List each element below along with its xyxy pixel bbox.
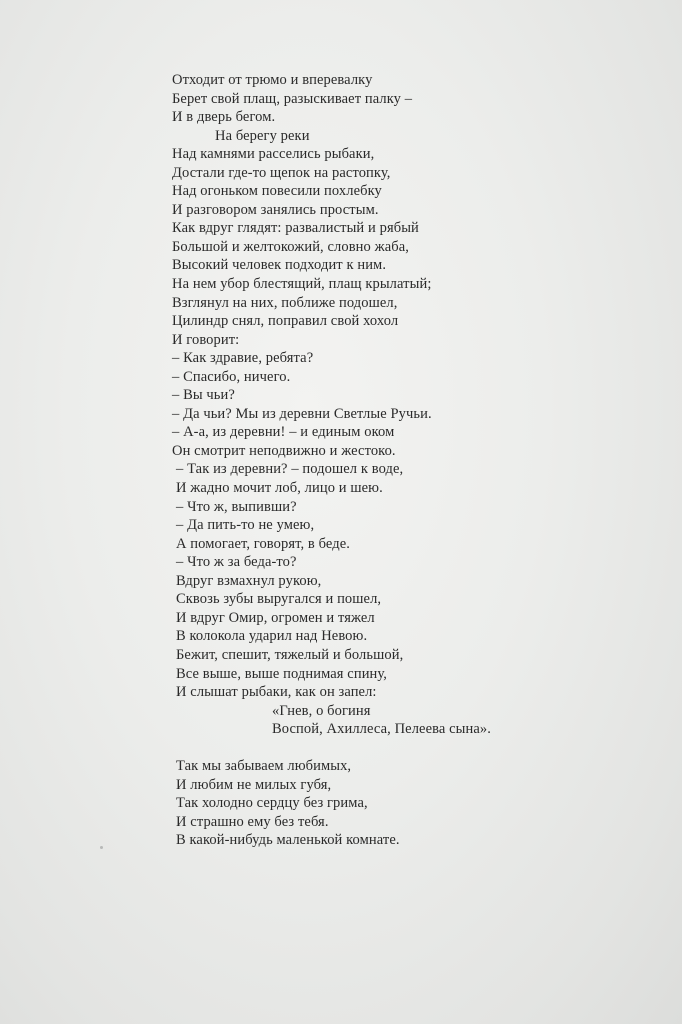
- poem-line: Так холодно сердцу без грима,: [176, 795, 368, 812]
- poem-line: И слышат рыбаки, как он запел:: [176, 684, 377, 701]
- poem-line: И говорит:: [172, 331, 240, 348]
- poem-line: – Да чьи? Мы из деревни Светлые Ручьи.: [172, 405, 432, 422]
- poem-text: [172, 71, 592, 850]
- poem-line: Достали где-то щепок на растопку,: [172, 164, 391, 181]
- poem-line: И вдруг Омир, огромен и тяжел: [176, 609, 375, 626]
- poem-line: – Что ж, выпивши?: [176, 498, 297, 515]
- poem-section-heading: На берегу реки: [215, 127, 310, 144]
- poem-line: В какой-нибудь маленькой комнате.: [176, 832, 400, 849]
- poem-line: Как вдруг глядят: развалистый и рябый: [172, 220, 419, 237]
- poem-line: Высокий человек подходит к ним.: [172, 257, 387, 274]
- poem-line: В колокола ударил над Невою.: [176, 628, 368, 645]
- poem-line: А помогает, говорят, в беде.: [176, 535, 350, 552]
- poem-line: И любим не милых губя,: [176, 776, 332, 793]
- poem-quote-line: Воспой, Ахиллеса, Пелеева сына».: [272, 721, 491, 738]
- poem-line: Цилиндр снял, поправил свой хохол: [172, 313, 399, 330]
- stanza-break: [172, 739, 592, 758]
- poem-line: Бежит, спешит, тяжелый и большой,: [176, 646, 404, 663]
- poem-quote-line: «Гнев, о богиня: [272, 702, 371, 719]
- poem-line: Над огоньком повесили похлебку: [172, 183, 382, 200]
- poem-line: Над камнями расселись рыбаки,: [172, 146, 375, 163]
- poem-line: – Спасибо, ничего.: [172, 368, 291, 385]
- poem-line: – Что ж за беда-то?: [176, 554, 297, 571]
- poem-line: И страшно ему без тебя.: [176, 813, 329, 830]
- poem-line: И жадно мочит лоб, лицо и шею.: [176, 480, 383, 497]
- poem-line: – А-а, из деревни! – и единым оком: [172, 424, 395, 441]
- poem-line: Отходит от трюмо и вперевалку: [172, 72, 373, 88]
- poem-line: Все выше, выше поднимая спину,: [176, 665, 388, 682]
- poem-line: Сквозь зубы выругался и пошел,: [176, 591, 382, 608]
- poem-line: Большой и желтокожий, словно жаба,: [172, 238, 409, 255]
- poem-line: Вдруг взмахнул рукою,: [176, 572, 322, 589]
- paper-speck: [100, 846, 103, 849]
- poem-line: – Так из деревни? – подошел к воде,: [176, 461, 404, 478]
- poem-line: – Как здравие, ребята?: [172, 350, 314, 367]
- poem-line: И в дверь бегом.: [172, 109, 276, 126]
- poem-line: И разговором занялись простым.: [172, 201, 379, 218]
- poem-line: На нем убор блестящий, плащ крылатый;: [172, 276, 432, 293]
- poem-line: Он смотрит неподвижно и жестоко.: [172, 442, 396, 459]
- poem-line: – Вы чьи?: [172, 387, 235, 404]
- poem-line: – Да пить-то не умею,: [176, 517, 315, 534]
- poem-line: Так мы забываем любимых,: [176, 758, 352, 775]
- poem-line: Берет свой плащ, разыскивает палку –: [172, 90, 413, 107]
- poem-line: Взглянул на них, поближе подошел,: [172, 294, 398, 311]
